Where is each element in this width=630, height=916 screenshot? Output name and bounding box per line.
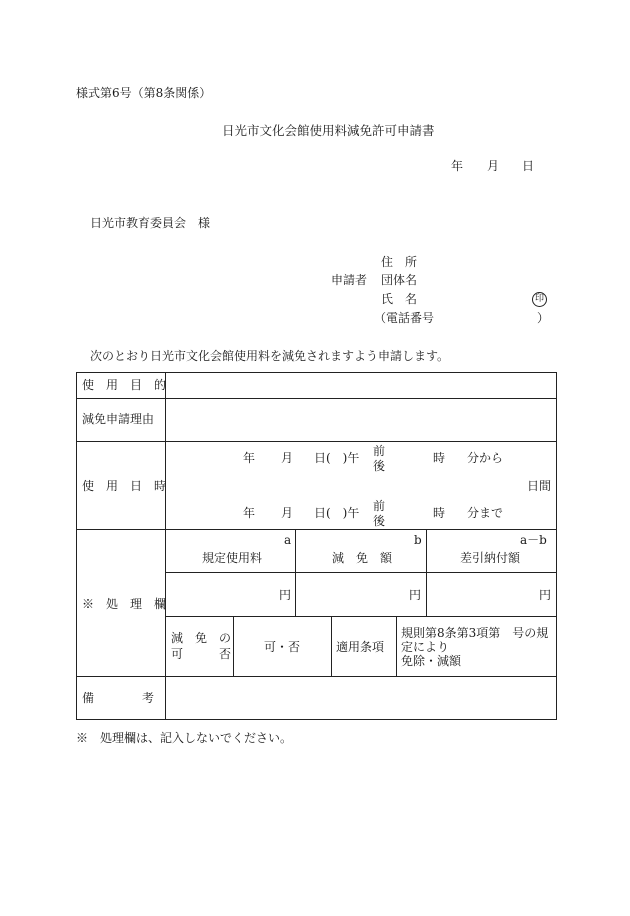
clause-text-line3[interactable]: 免除・減額 — [401, 654, 462, 668]
end-until-label: 分まで — [467, 506, 504, 520]
net-payment-field[interactable] — [429, 575, 555, 614]
start-am-label: 前 — [373, 444, 386, 458]
standard-fee-label: 規定使用料 — [202, 551, 263, 565]
page-title: 日光市文化会館使用料減免許可申請書 — [222, 123, 435, 138]
col-c-marker: a－b — [520, 533, 547, 547]
start-day-label: 日( )午 — [314, 451, 360, 465]
col-a-marker: a — [284, 533, 292, 547]
start-from-label: 分から — [467, 451, 504, 465]
address-label: 住 所 — [381, 255, 418, 269]
approval-label-line1: 減 免 の — [171, 631, 232, 645]
reduction-reason-field[interactable] — [168, 402, 553, 438]
date-month-label: 月 — [487, 159, 500, 173]
footnote: ※ 処理欄は、記入しないでください。 — [76, 731, 293, 745]
row-divider — [165, 572, 557, 573]
purpose-field[interactable] — [168, 376, 553, 396]
column-divider — [396, 616, 397, 676]
approval-label-line2: 可 否 — [171, 647, 232, 661]
reduction-reason-label: 減免申請理由 — [82, 412, 155, 426]
clause-text-line1: 規則第8条第3項第 号の規 — [401, 626, 549, 640]
name-label: 氏 名 — [381, 292, 418, 306]
net-payment-label: 差引納付額 — [460, 551, 521, 565]
purpose-label: 使 用 目 的 — [82, 378, 167, 392]
seal-icon: 印 — [532, 292, 547, 307]
remarks-field[interactable] — [168, 679, 553, 717]
row-divider — [76, 529, 557, 530]
column-divider — [331, 616, 332, 676]
column-divider — [295, 529, 296, 616]
processing-label: ※ 処 理 欄 — [82, 597, 167, 611]
label-column-divider — [165, 372, 166, 720]
standard-fee-field[interactable] — [168, 575, 293, 614]
standard-fee-yen: 円 — [279, 588, 292, 602]
recipient: 日光市教育委員会 様 — [90, 216, 211, 230]
column-divider — [233, 616, 234, 676]
end-hour-label: 時 — [433, 506, 446, 520]
end-am-label: 前 — [373, 499, 386, 513]
row-divider — [76, 676, 557, 677]
clause-text-line2: 定により — [401, 640, 450, 654]
row-divider — [165, 616, 557, 617]
end-month-label: 月 — [281, 506, 294, 520]
approval-value[interactable]: 可・否 — [264, 640, 301, 654]
date-year-label: 年 — [451, 159, 464, 173]
end-pm-label: 後 — [373, 514, 386, 528]
remarks-label: 備 考 — [82, 691, 155, 705]
start-hour-label: 時 — [433, 451, 446, 465]
applicant-label: 申請者 — [331, 273, 368, 287]
phone-close-paren: ） — [537, 311, 550, 325]
usage-datetime-label: 使 用 日 時 — [82, 479, 167, 493]
column-divider — [426, 529, 427, 616]
applied-clause-label: 適用条項 — [336, 640, 385, 654]
intro-text: 次のとおり日光市文化会館使用料を減免されますよう申請します。 — [90, 349, 450, 363]
days-label: 日間 — [527, 479, 552, 493]
row-divider — [76, 441, 557, 442]
form-number: 様式第6号（第8条関係） — [76, 86, 212, 100]
end-day-label: 日( )午 — [314, 506, 360, 520]
net-payment-yen: 円 — [539, 588, 552, 602]
phone-label: （電話番号 — [374, 311, 435, 325]
row-divider — [76, 398, 557, 399]
start-year-label: 年 — [243, 451, 256, 465]
reduction-amount-field[interactable] — [298, 575, 424, 614]
reduction-amount-label: 減 免 額 — [332, 551, 393, 565]
date-day-label: 日 — [522, 159, 535, 173]
start-pm-label: 後 — [373, 459, 386, 473]
col-b-marker: b — [414, 533, 422, 547]
start-month-label: 月 — [281, 451, 294, 465]
end-year-label: 年 — [243, 506, 256, 520]
organization-label: 団体名 — [381, 273, 418, 287]
reduction-amount-yen: 円 — [409, 588, 422, 602]
